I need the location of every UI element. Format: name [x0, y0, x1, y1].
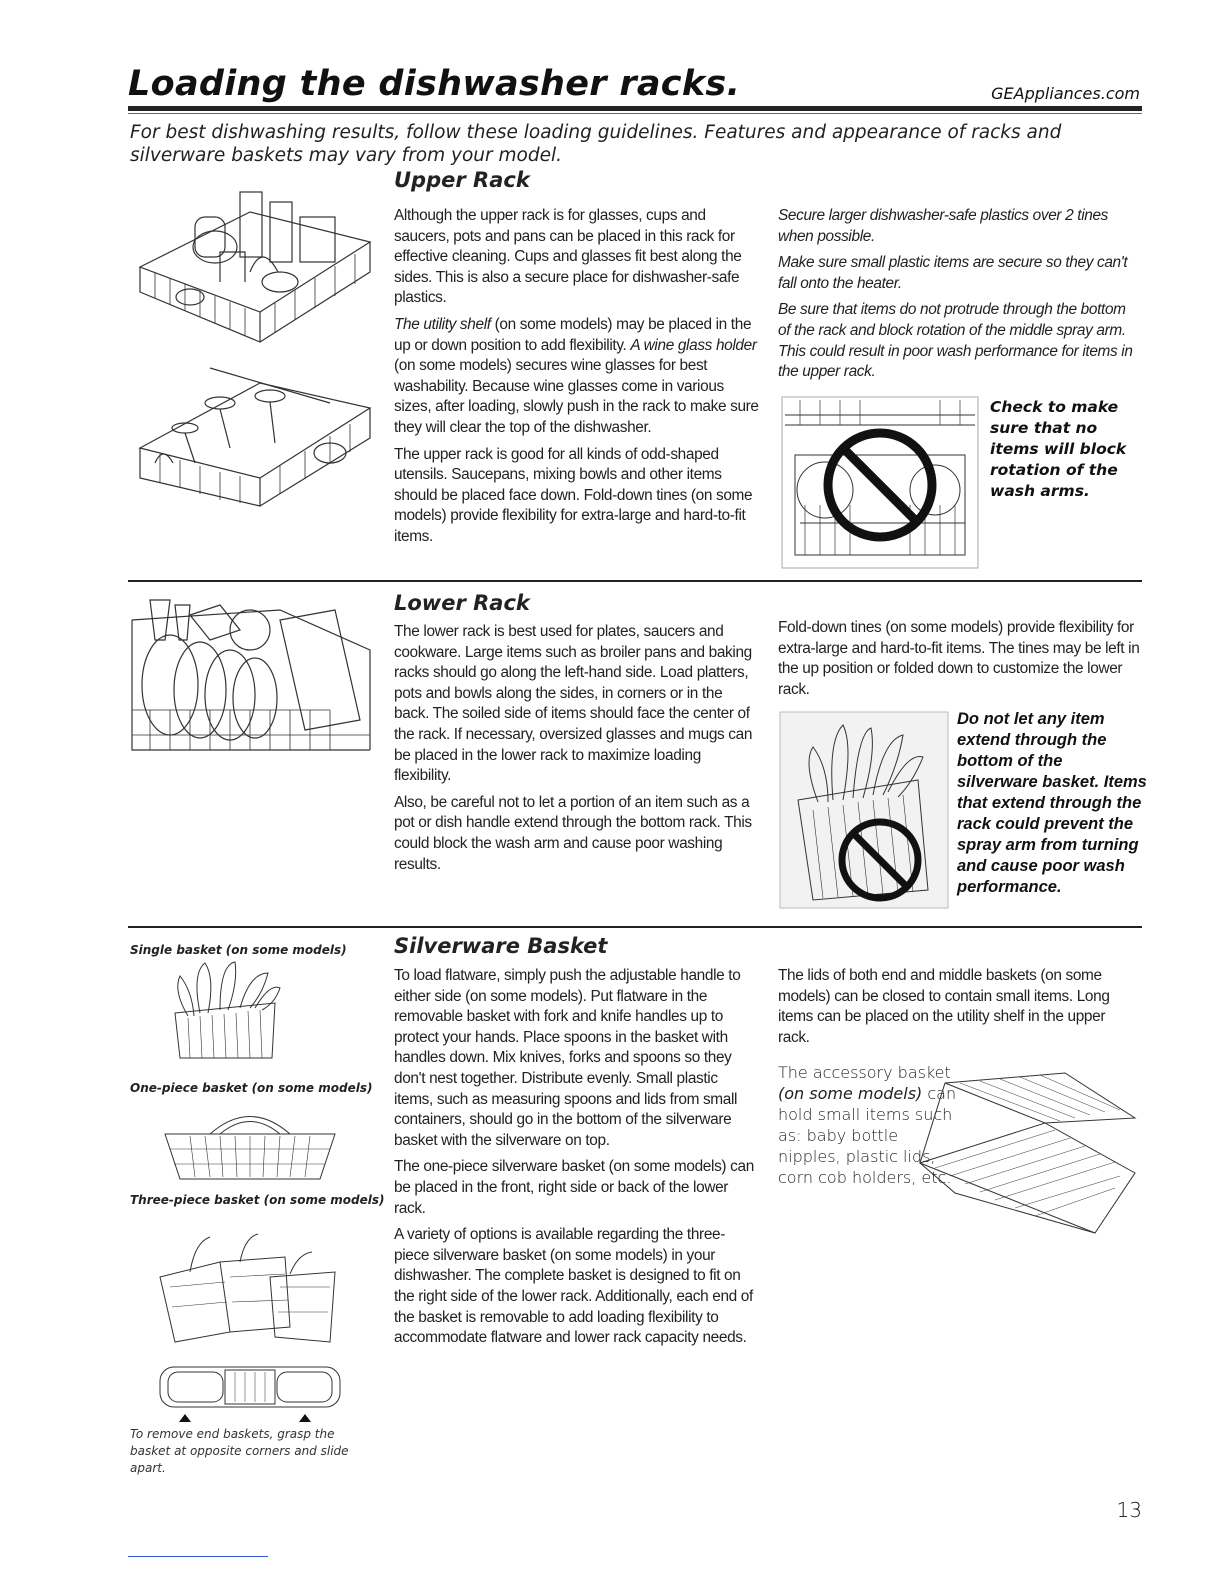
single-basket-caption: Single basket (on some models) [130, 943, 347, 957]
intro-text: For best dishwashing results, follow these loading guidelines. Features and appearance of racks and silverware baskets may vary from your model. [130, 122, 1062, 166]
section-divider-lower [128, 926, 1142, 928]
silverware-p3: A variety of options is available regarding the three-piece silverware basket (on some models) in your dishwasher. The complete basket is designed to fit on the right side of the lower rack. Additionally, each end of the basket is removable to add loading flexibility to accommodate flatware and lower rack capacity needs. [394, 1226, 753, 1347]
silverware-p1: To load flatware, simply push the adjustable handle to either side (on some models). Put flatware in the removable basket with fork and knife handles up to protect your hands. Place spoons in the basket with handles down. Mix knives, forks and spoons so they don't nest together. Distribute evenly. Small plastic items, such as measuring spoons and lids from small containers, should go in the bottom of the silverware basket with the silverware on top. [394, 967, 741, 1149]
upper-rack-r2: Make sure small plastic items are secure so they can't fall onto the heater. [778, 254, 1128, 292]
accessory-basket-illustration [915, 1068, 1140, 1243]
page-title: Loading the dishwasher racks. [128, 64, 741, 104]
silverware-body [394, 966, 759, 1355]
silverware-basket-heading: Silverware Basket [394, 934, 608, 958]
upper-rack-right-notes [778, 206, 1140, 389]
page-number: 13 [1116, 1498, 1142, 1522]
silverware-p2: The one-piece silverware basket (on some models) can be placed in the front, right side or back of the lower rack. [394, 1158, 754, 1217]
lower-rack-p2: Also, be careful not to let a portion of an item such as a pot or dish handle extend through the bottom rack. This could block the wash arm and cause poor washing results. [394, 793, 752, 873]
lower-rack-heading: Lower Rack [394, 591, 530, 615]
accessory-text-b: can hold small items such as: baby bottle nipples, plastic lids, corn cob holders, etc. [778, 1084, 957, 1187]
upper-rack-r3: Be sure that items do not protrude through the bottom of the rack and block rotation of the middle spray arm. This could result in poor wash performance for items in the upper rack. [778, 301, 1133, 381]
upper-rack-cups-illustration [130, 172, 375, 357]
upper-rack-p3: The upper rack is good for all kinds of odd-shaped utensils. Saucepans, mixing bowls and other items should be placed face down. Fold-down tines (on some models) provide flexibility for extra-large and hard-to-fit items. [394, 445, 753, 545]
section-divider-upper [128, 580, 1142, 582]
silverware-right-text [778, 966, 1140, 1054]
silverware-r1: The lids of both end and middle baskets (on some models) can be closed to contain small items. Long items can be placed on the utility shelf in the upper rack. [778, 967, 1110, 1046]
lower-rack-warning: Do not let any item extend through the bottom of the silverware basket. Items that extend through the rack could prevent the spray arm from turning and cause poor wash performance. [957, 710, 1147, 896]
upper-rack-body [394, 206, 759, 554]
blocked-rotation-illustration [780, 395, 980, 570]
three-piece-basket-illustration [150, 1232, 350, 1422]
accessory-text-a: The accessory basket [778, 1063, 951, 1082]
upper-rack-warning: Check to make sure that no items will block rotation of the wash arms. [990, 398, 1127, 500]
lower-rack-body [394, 622, 759, 881]
upper-rack-wine-glass-illustration [130, 358, 375, 508]
footer-link-line [128, 1556, 268, 1557]
upper-rack-p2-b: (on some models) secures wine glasses for best washability. Because wine glasses come in various sizes, after loading, slowly push in the rack to make sure they will clear the top of the dishwasher. [394, 357, 759, 436]
lower-rack-r1: Fold-down tines (on some models) provide flexibility for extra-large and hard-to-fit items. The tines may be left in the up position or folded down to customize the lower rack. [778, 619, 1140, 698]
upper-rack-r1: Secure larger dishwasher-safe plastics over 2 tines when possible. [778, 207, 1109, 245]
lower-rack-p1: The lower rack is best used for plates, saucers and cookware. Large items such as broiler pans and baking racks should go along the left-hand side. Load platters, pots and bowls along the sides, in corners or in the back. The soiled side of items should face the center of the rack. If necessary, oversized glasses and mugs can be placed in the lower rack to maximize loading flexibility. [394, 623, 753, 785]
utility-shelf-term: The utility shelf [394, 315, 491, 333]
upper-rack-heading: Upper Rack [394, 168, 530, 192]
lower-rack-right-text [778, 618, 1140, 706]
remove-end-baskets-note: To remove end baskets, grasp the basket at opposite corners and slide apart. [130, 1427, 349, 1475]
wine-glass-holder-term: A wine glass holder [630, 336, 757, 354]
site-url: GEAppliances.com [991, 84, 1140, 103]
upper-rack-p1: Although the upper rack is for glasses, cups and saucers, pots and pans can be placed in this rack for effective cleaning. Cups and glasses fit best along the sides. This is also a secure place for dishwasher-safe plastics. [394, 207, 742, 307]
lower-rack-illustration [130, 590, 375, 770]
three-piece-basket-caption: Three-piece basket (on some models) [130, 1193, 385, 1207]
single-basket-illustration [160, 958, 290, 1060]
one-piece-basket-caption: One-piece basket (on some models) [130, 1081, 373, 1095]
one-piece-basket-illustration [160, 1104, 340, 1184]
upper-rack-p2-a: (on some models) may be placed in the up or down position to add flexibility. [394, 315, 752, 354]
accessory-text-italic: (on some models) [778, 1084, 923, 1103]
title-rule [128, 106, 1142, 111]
upper-rack-p2 [394, 315, 759, 439]
silverware-blocked-illustration [778, 710, 950, 910]
title-rule-thin [128, 113, 1142, 114]
